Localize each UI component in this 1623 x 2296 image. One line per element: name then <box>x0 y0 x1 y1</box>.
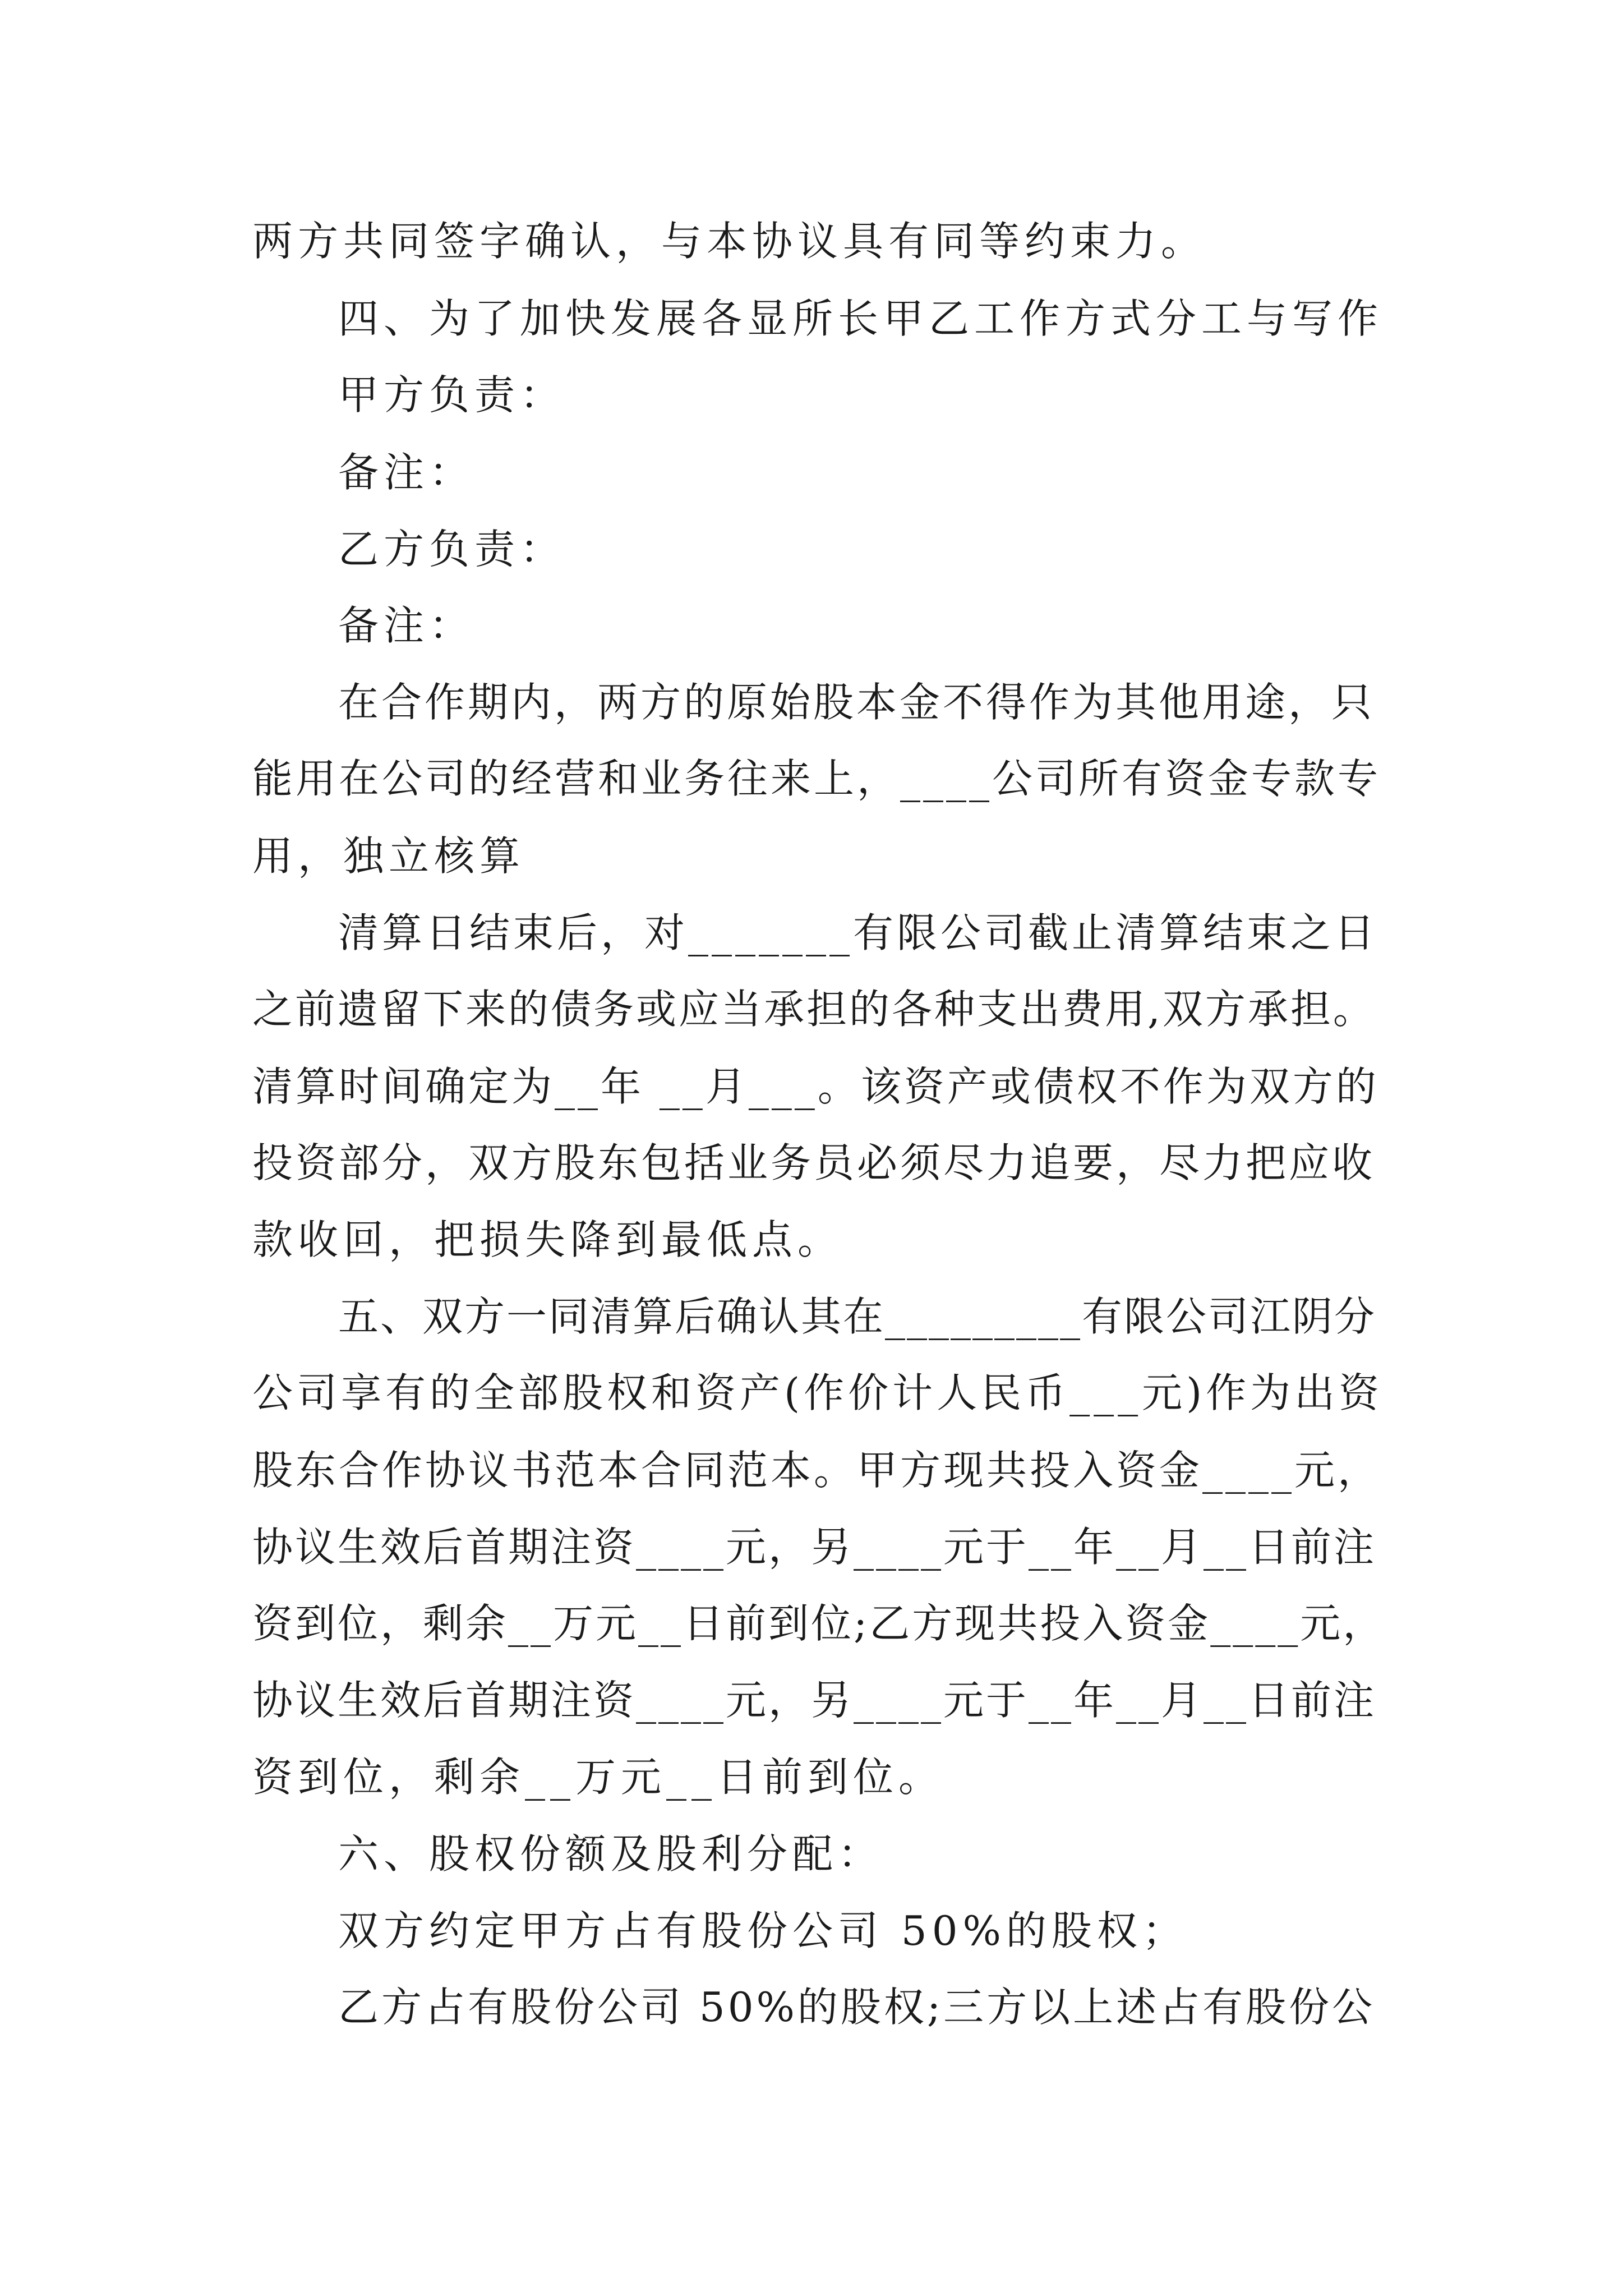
section-heading: 五、双方一同清算后确认其在_________有限公司江阴分 <box>338 1293 1377 1340</box>
text-line: 能用在公司的经营和业务往来上，____公司所有资金专款专 <box>252 755 1381 802</box>
text-line: 投资部分，双方股东包括业务员必须尽力追要，尽力把应收 <box>252 1139 1376 1186</box>
text-line: 资到位，剩余__万元__日前到位;乙方现共投入资金____元， <box>252 1600 1386 1647</box>
text-line: 之前遗留下来的债务或应当承担的各种支出费用,双方承担。 <box>252 986 1376 1033</box>
text-line: 乙方占有股份公司 50%的股权;三方以上述占有股份公 <box>338 1984 1376 2031</box>
text-line: 在合作期内，两方的原始股本金不得作为其他用途，只 <box>338 679 1375 726</box>
section-heading: 六、股权份额及股利分配： <box>338 1830 884 1878</box>
text-line: 股东合作协议书范本合同范本。甲方现共投入资金____元， <box>252 1447 1381 1494</box>
text-line: 资到位，剩余__万元__日前到位。 <box>252 1754 944 1801</box>
text-line: 清算时间确定为__年 __月___。该资产或债权不作为双方的 <box>252 1063 1379 1110</box>
text-line: 乙方负责： <box>338 526 566 573</box>
text-line: 用，独立核算 <box>252 832 525 880</box>
text-line: 协议生效后首期注资____元，另____元于__年__月__日前注 <box>252 1524 1377 1571</box>
text-line: 清算日结束后，对_______有限公司截止清算结束之日 <box>338 909 1378 956</box>
text-line: 甲方负责： <box>338 371 566 418</box>
text-line: 协议生效后首期注资____元，另____元于__年__月__日前注 <box>252 1677 1377 1724</box>
text-line: 双方约定甲方占有股份公司 50%的股权； <box>338 1907 1188 1954</box>
text-line: 备注： <box>338 602 475 649</box>
text-line: 款收回，把损失降到最低点。 <box>252 1216 843 1263</box>
text-line: 备注： <box>338 449 475 496</box>
text-line: 两方共同签字确认，与本协议具有同等约束力。 <box>252 218 1207 265</box>
text-line: 公司享有的全部股权和资产(作价计人民币___元)作为出资 <box>252 1369 1384 1416</box>
section-heading: 四、为了加快发展各显所长甲乙工作方式分工与写作 <box>338 295 1384 342</box>
